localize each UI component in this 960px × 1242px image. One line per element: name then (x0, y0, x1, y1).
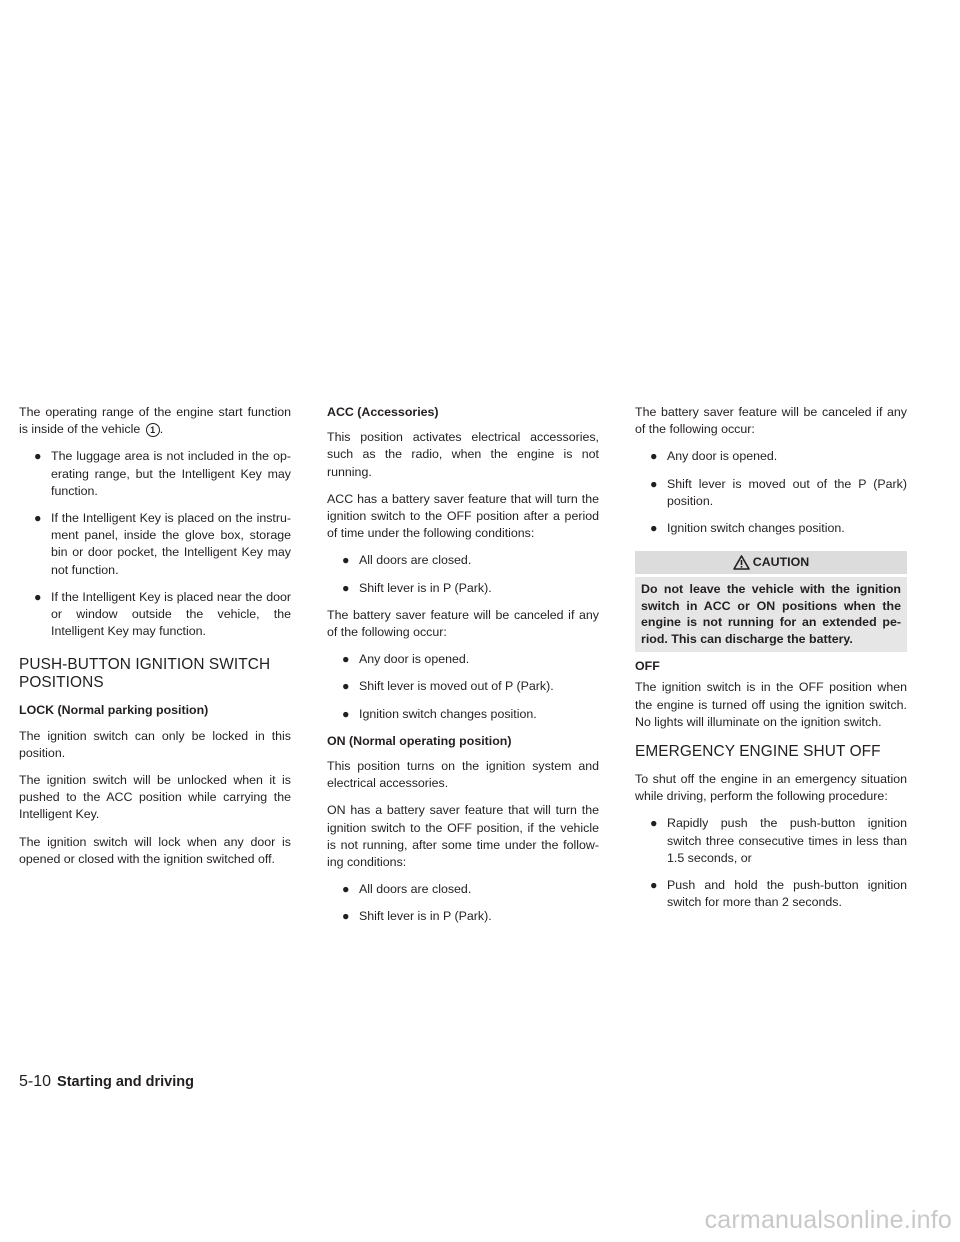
list-item (19, 448, 291, 500)
callout-marker: 1 (146, 423, 160, 437)
bullet-icon: ● (342, 553, 350, 568)
list-item (327, 580, 599, 597)
bullet-icon: ● (342, 909, 350, 924)
list-item-text: Rapidly push the push-button ignition switch three consecutive times in less than 1.5 seconds, or (667, 816, 907, 865)
bullet-icon: ● (342, 706, 350, 721)
acc-paragraph: ACC has a battery saver feature that will turn the ignition switch to the OFF position after a period of time under the following conditions: (327, 491, 599, 541)
list-item (635, 448, 907, 465)
list-item (327, 552, 599, 569)
watermark: carmanualsonline.info (704, 1206, 952, 1234)
list-item (19, 510, 291, 579)
list-item-text: Ignition switch changes position. (667, 521, 845, 536)
column-1 (19, 404, 291, 878)
bullet-icon: ● (342, 652, 350, 667)
list-item-text: Any door is opened. (359, 652, 470, 667)
list-item (635, 476, 907, 510)
on-paragraph: ON has a battery saver feature that will turn the ignition switch to the OFF position, if the vehicle is not running, after some time under the follow-ing conditions: (327, 803, 599, 870)
list-item (327, 678, 599, 695)
bullet-icon: ● (650, 476, 658, 491)
on-paragraph: This position turns on the ignition system and electrical accessories. (327, 759, 599, 791)
lock-paragraph: The ignition switch can only be locked in this position. (19, 728, 291, 760)
page-footer (19, 1073, 194, 1091)
bullet-icon: ● (34, 589, 42, 604)
off-heading: OFF (635, 659, 660, 674)
list-item-text: Shift lever is in P (Park). (359, 580, 492, 595)
list-item-text: Shift lever is moved out of the P (Park) position. (667, 476, 907, 508)
caution-box (635, 551, 907, 652)
list-item (635, 877, 907, 911)
warning-triangle-icon (733, 555, 750, 570)
lock-paragraph: The ignition switch will lock when any door is opened or closed with the ignition switched off. (19, 834, 291, 866)
column-3 (635, 404, 907, 921)
intro-paragraph: The operating range of the engine start function is inside of the vehicle 1 . (19, 405, 291, 437)
on-heading: ON (Normal operating position) (327, 733, 512, 748)
emergency-intro-paragraph: To shut off the engine in an emergency situation while driving, perform the following procedure: (635, 772, 907, 804)
list-item (327, 908, 599, 925)
bullet-icon: ● (34, 449, 42, 464)
bullet-icon: ● (342, 679, 350, 694)
list-item-text: Push and hold the push-button ignition switch for more than 2 seconds. (667, 878, 907, 910)
lock-heading: LOCK (Normal parking position) (19, 703, 209, 718)
chapter-title: Starting and driving (57, 1074, 194, 1090)
bullet-icon: ● (650, 449, 658, 464)
caution-label: CAUTION (752, 555, 810, 570)
list-item (635, 520, 907, 537)
list-item-text: If the Intelligent Key is placed on the instru-ment panel, inside the glove box, storage bin or door pocket, the Intelligent Key may not function. (51, 511, 291, 577)
list-item (327, 881, 599, 898)
bullet-icon: ● (650, 816, 658, 831)
list-item (635, 815, 907, 867)
acc-cancel-paragraph: The battery saver feature will be canceled if any of the following occur: (327, 607, 599, 640)
list-item (19, 589, 291, 641)
caution-text: Do not leave the vehicle with the ignition switch in ACC or ON positions when the engine is not running for an extended pe-riod. This can discharge the battery. (635, 577, 907, 652)
bullet-icon: ● (34, 511, 42, 526)
bullet-icon: ● (342, 882, 350, 897)
lock-paragraph: The ignition switch will be unlocked when it is pushed to the ACC position while carrying the Intelligent Key. (19, 773, 291, 822)
page-number: 5-10 (19, 1073, 52, 1090)
caution-header (635, 551, 907, 574)
intro-text: The operating range of the engine start function is inside of the vehicle (19, 405, 291, 437)
list-item-text: All doors are closed. (359, 882, 472, 897)
cancel-intro-paragraph: The battery saver feature will be canceled if any of the following occur: (635, 405, 907, 437)
list-item-text: Shift lever is in P (Park). (359, 909, 492, 924)
list-item-text: Ignition switch changes position. (359, 706, 537, 721)
list-item-text: All doors are closed. (359, 553, 472, 568)
section-title-ignition-positions: PUSH-BUTTON IGNITION SWITCH POSITIONS (19, 656, 271, 692)
off-paragraph: The ignition switch is in the OFF position when the engine is turned off using the ignition switch. No lights will illuminate on the ignition switch. (635, 680, 907, 729)
list-item (327, 706, 599, 723)
list-item-text: The luggage area is not included in the op-erating range, but the Intelligent Key may function. (51, 449, 291, 498)
column-2 (327, 404, 599, 936)
list-item-text: Any door is opened. (667, 449, 778, 464)
bullet-icon: ● (342, 580, 350, 595)
acc-heading: ACC (Accessories) (327, 405, 439, 419)
bullet-icon: ● (650, 878, 658, 893)
list-item (327, 651, 599, 668)
list-item-text: Shift lever is moved out of P (Park). (359, 679, 554, 694)
acc-paragraph: This position activates electrical accessories, such as the radio, when the engine is not running. (327, 430, 599, 479)
bullet-icon: ● (650, 521, 658, 536)
section-title-emergency-shutoff: EMERGENCY ENGINE SHUT OFF (635, 743, 881, 761)
list-item-text: If the Intelligent Key is placed near the door or window outside the vehicle, the Intelligent Key may function. (51, 589, 291, 639)
